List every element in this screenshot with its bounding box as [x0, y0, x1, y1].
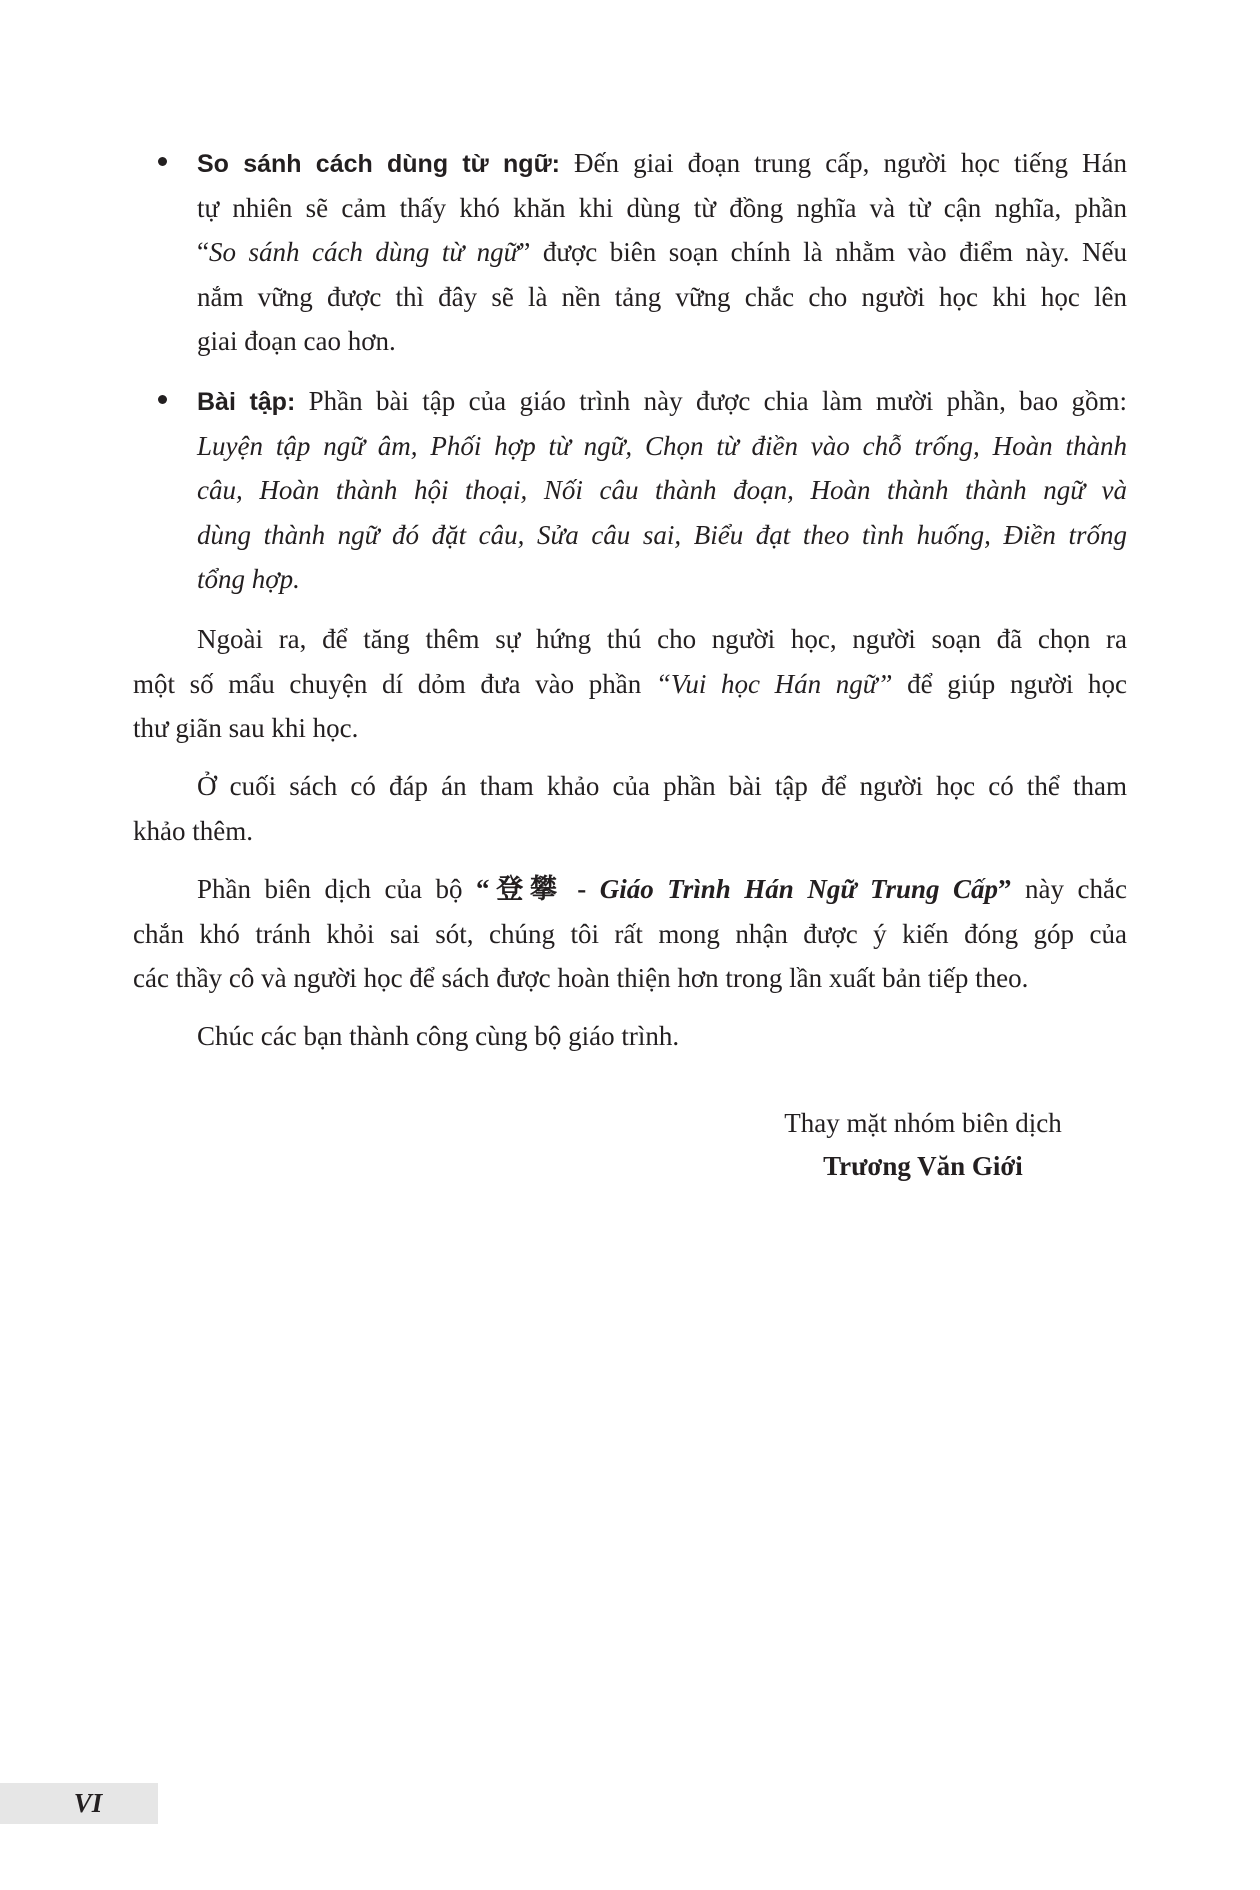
bullet-term: So sánh cách dùng từ ngữ:	[197, 150, 560, 178]
text-line	[197, 1016, 1127, 1056]
text-segment: So sánh cách dùng từ ngữ	[208, 237, 519, 267]
bullet-term: Bài tập:	[197, 388, 296, 416]
text-segment: “登攀 -	[475, 874, 600, 904]
text-line	[197, 277, 1127, 317]
text-segment: Ở cuối sách có đáp án tham khảo của phần bài tập để người học có thể tham	[197, 771, 1127, 801]
text-segment: tổng hợp.	[197, 564, 300, 594]
text-segment: Chúc các bạn thành công cùng bộ giáo trình.	[197, 1021, 680, 1051]
signature-caption: Thay mặt nhóm biên dịch	[784, 1108, 1062, 1138]
text-segment: các thầy cô và người học để sách được hoàn thiện hơn trong lần xuất bản tiếp theo.	[133, 963, 1029, 993]
text-line	[197, 188, 1127, 228]
text-line	[133, 811, 1127, 851]
bullet-icon	[158, 395, 167, 404]
text-segment: Phần bài tập của giáo trình này được chia làm mười phần, bao gồm:	[295, 386, 1127, 416]
text-segment: “Vui học Hán ngữ”	[655, 668, 893, 699]
text-segment: Ngoài ra, để tăng thêm sự hứng thú cho người học, người soạn đã chọn ra	[197, 624, 1127, 654]
text-line	[197, 470, 1127, 510]
text-segment: một số mẩu chuyện dí dỏm đưa vào phần	[133, 668, 656, 699]
signature-name: Trương Văn Giới	[823, 1151, 1023, 1181]
text-line	[197, 559, 1127, 599]
text-line	[197, 619, 1127, 659]
text-segment: Phần biên dịch của bộ	[197, 874, 476, 904]
page-number: VI	[73, 1788, 103, 1818]
text-segment: ”	[998, 874, 1012, 904]
text-line	[133, 708, 1127, 748]
text-segment: khảo thêm.	[133, 815, 253, 846]
text-line	[197, 232, 1127, 272]
text-line	[197, 381, 1127, 421]
text-line	[197, 321, 1127, 361]
text-line	[197, 766, 1127, 806]
text-segment: để giúp người học	[892, 668, 1127, 699]
text-segment: Giáo Trình Hán Ngữ Trung Cấp	[599, 874, 999, 904]
text-segment: giai đoạn cao hơn.	[197, 326, 396, 356]
text-line	[197, 426, 1127, 466]
text-segment: chắn khó tránh khỏi sai sót, chúng tôi rất mong nhận được ý kiến đóng góp của	[133, 918, 1127, 949]
text-segment: Luyện tập ngữ âm, Phối hợp từ ngữ, Chọn từ điền vào chỗ trống, Hoàn thành	[197, 430, 1127, 461]
text-segment: tự nhiên sẽ cảm thấy khó khăn khi dùng từ đồng nghĩa và từ cận nghĩa, phần	[197, 192, 1127, 223]
text-segment: ” được biên soạn chính là nhằm vào điểm này. Nếu	[518, 237, 1127, 267]
text-segment: Đến giai đoạn trung cấp, người học tiếng Hán	[560, 148, 1127, 178]
text-segment: này chắc	[1011, 874, 1127, 904]
text-segment: thư giãn sau khi học.	[133, 713, 359, 743]
text-segment: câu, Hoàn thành hội thoại, Nối câu thành đoạn, Hoàn thành thành ngữ và	[197, 475, 1127, 505]
text-line	[197, 143, 1127, 183]
text-line	[133, 958, 1127, 998]
text-segment: nắm vững được thì đây sẽ là nền tảng vững chắc cho người học khi học lên	[197, 281, 1127, 312]
text-line	[133, 664, 1127, 704]
text-segment: “	[197, 237, 209, 267]
page-number-box	[0, 1783, 158, 1824]
text-line	[133, 914, 1127, 954]
text-line	[197, 515, 1127, 555]
text-segment: dùng thành ngữ đó đặt câu, Sửa câu sai, Biểu đạt theo tình huống, Điền trống	[197, 519, 1127, 550]
text-line	[197, 869, 1127, 909]
bullet-icon	[158, 157, 167, 166]
